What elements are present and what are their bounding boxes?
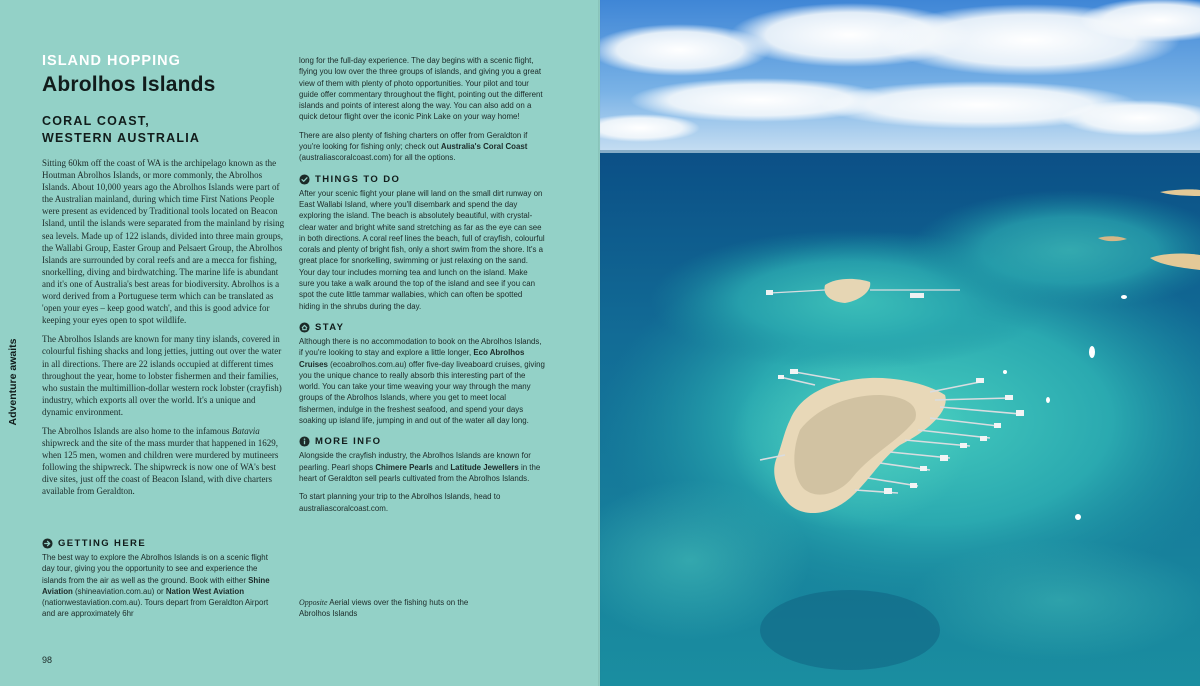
page-title: Abrolhos Islands [42,73,216,96]
subtitle-line-2: WESTERN AUSTRALIA [42,131,201,145]
arrow-right-circle-icon [42,538,53,549]
subtitle-line-1: CORAL COAST, [42,114,150,128]
getting-here-section [42,538,282,627]
location-subtitle [42,113,200,147]
info-circle-icon [299,436,310,447]
intro-paragraph-3: The Abrolhos Islands are also home to the infamous Batavia shipwreck and the site of the mass murder that happened in 1629, when 125 men, women and children were murdered by mutineers following the shipwreck. The shipwreck is now one of WA's best dive sites, just off the coast of Beacon Island, with dive charters available from Geraldton. [42,425,279,497]
getting-here-heading-label: GETTING HERE [58,538,147,549]
operator-shine-aviation: Shine Aviation [42,575,270,596]
getting-here-heading [42,538,282,549]
stay-heading [299,322,545,333]
getting-here-continued: long for the full-day experience. The day begins with a scenic flight, flying you low over the three groups of islands, and giving you a great view of them with plenty of photo opportunities. Your pilot and tour guide offer commentary throughout the flight, pointing out the different islands and points of interest along the way. You can also add on a quick detour flight over the iconic Pink Lake on your way home! [299,56,543,122]
check-circle-icon [299,174,310,185]
more-info-text: Alongside the crayfish industry, the Abrolhos Islands are known for pearling. Pearl shops Chimere Pearls and Latitude Jewellers in the heart of Geraldton sell pearls cultivated from the Abrolhos Islands. [299,451,541,483]
section-kicker: ISLAND HOPPING [42,53,181,69]
intro-body [42,157,285,505]
intro-paragraph-2: The Abrolhos Islands are known for many tiny islands, covered in colourful fishing shacks and long jetties, jutting out over the water in all directions. There are 22 islands occupied at different times throughout the year, home to lobster fishermen and their families, who sustain the multimillion-dollar western rock lobster (crayfish) industry, which exports all over the world. It's a unique and dynamic environment. [42,334,282,417]
shipwreck-name: Batavia [231,425,260,436]
operator-nation-west-aviation: Nation West Aviation [165,586,245,596]
page-gutter [598,0,601,686]
coral-coast-link: Australia's Coral Coast [440,142,528,152]
getting-here-text: The best way to explore the Abrolhos Islands is on a scenic flight day tour, giving you the opportunity to see and experience the islands from the air as well as the ground. Book with either Shine Aviation (shineaviation.com.au) or Nation West Aviation (nationwestaviation.com.au). Tours depart from Geraldton Airport and are approximately 6hr [42,553,270,619]
right-column [299,55,545,521]
caption-lead: Opposite [299,598,328,607]
side-running-head: Adventure awaits [7,338,19,426]
things-to-do-heading-label: THINGS TO DO [315,173,401,185]
fishing-charters-text: There are also plenty of fishing charters on offer from Geraldton if you're looking for fishing only; check out Australia's Coral Coast (australiascoralcoast.com) for all the options. [299,130,528,163]
aerial-photo-illustration [600,0,1200,686]
more-info-heading [299,436,545,447]
page-number: 98 [42,655,53,665]
stay-heading-label: STAY [315,321,345,333]
planning-text: To start planning your trip to the Abrolhos Islands, head to australiascoralcoast.com. [299,492,501,513]
photo-caption: Opposite Aerial views over the fishing huts on the Abrolhos Islands [299,598,469,618]
chimere-pearls: Chimere Pearls [375,462,433,472]
house-circle-icon [299,322,310,333]
latitude-jewellers: Latitude Jewellers [450,462,519,472]
intro-paragraph-1: Sitting 60km off the coast of WA is the archipelago known as the Houtman Abrolhos Islands, or more commonly, the Abrolhos Islands. About 10,000 years ago the Abrolhos Islands were part of the Australian mainland, during which time First Nations People were present as evidenced by Traditional tools located on Beacon Island, until the islands were separated from the mainland by rising sea levels. Made up of 122 islands, divided into three main groups, the Wallabi Group, Easter Group and Pelsaert Group, the Abrolhos Islands are surrounded by coral reefs and are a mecca for fishing, snorkelling, diving and birdwatching. The marine life is abundant and it's one of Australia's best areas for biodiversity. Abrolhos is a word derived from a Portuguese term which can be translated as 'open your eyes – keep good watch', and this is good advice for keeping your eyes open to spot wildlife. [42,158,285,326]
eco-abrolhos-cruises: Eco Abrolhos Cruises [299,348,525,369]
more-info-heading-label: MORE INFO [315,436,382,448]
aerial-photo [600,0,1200,686]
stay-text: Although there is no accommodation to book on the Abrolhos Islands, if you're looking to stay and explore a little longer, Eco Abrolhos Cruises (ecoabrolhos.com.au) offer five-day liveaboard cruises, giving you the unique chance to really absorb this interesting part of the world. You can take your time weaving your way through the many groups of the Abrolhos Islands, where you get to meet local fishermen, indulge in the freshest seafood, and spend your days soaking up island life, jumping in and out of the water all day long. [299,336,545,426]
things-to-do-heading [299,174,545,185]
things-to-do-text: After your scenic flight your plane will land on the small dirt runway on East Wallabi Island, where you'll disembark and spend the day exploring the island. The beach is absolutely beautiful, with crystal-clear water and bright white sand stretching as far as the eye can see in both directions. A coral reef lines the beach, full of crayfish, colourful corals and plenty of bright fish, only a short swim from the shore. It's a great place for snorkelling, swimming or just relaxing on the sand. Your day tour includes morning tea and lunch on the island. Make sure you take a walk around the top of the island and see if you can spot the cute little tammar wallabies, which can often be spotted hiding in the shrubs during the day. [299,188,545,311]
